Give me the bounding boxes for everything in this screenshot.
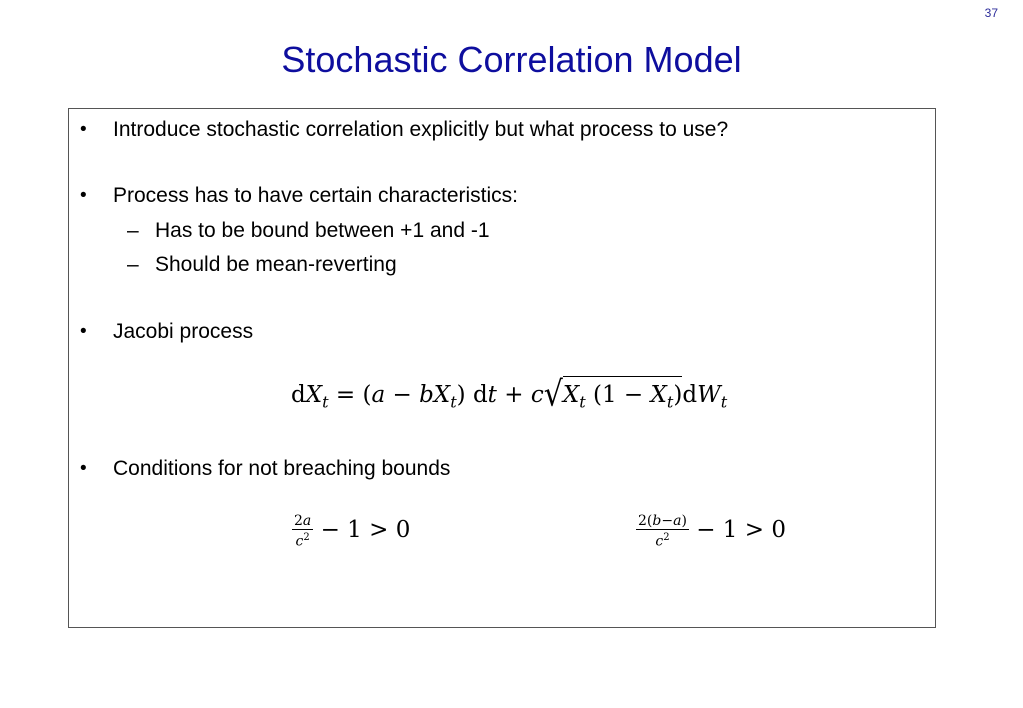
bullet-introduce-correlation: Introduce stochastic correlation explicitly but what process to use?	[113, 118, 729, 141]
condition-equation-1: $\frac{2a}{c^2}$ − 1 > 0	[294, 512, 411, 550]
bullet-jacobi-process: Jacobi process	[113, 320, 254, 343]
bullet-marker: •	[80, 458, 87, 479]
sub-bullet-mean-reverting: Should be mean-reverting	[155, 253, 397, 276]
slide-title: Stochastic Correlation Model	[281, 39, 742, 80]
sub-bullet-dash: –	[127, 219, 139, 242]
bullet-marker: •	[80, 321, 87, 342]
page-number: 37	[984, 6, 998, 20]
bullet-marker: •	[80, 119, 87, 140]
sub-bullet-bounded: Has to be bound between +1 and -1	[155, 219, 490, 242]
condition-equation-2: $\frac{2(b-a)}{c^2}$ − 1 > 0	[638, 512, 786, 550]
bullet-process-characteristics: Process has to have certain characteristics:	[113, 184, 519, 207]
bullet-marker: •	[80, 185, 87, 206]
jacobi-sde-equation: $dX_t = (a - bX_t)$ dt + $c√X_t$ $(1 - X_t)dW_t$	[291, 376, 727, 420]
sub-bullet-dash: –	[127, 253, 139, 276]
bullet-bound-conditions: Conditions for not breaching bounds	[113, 457, 451, 480]
